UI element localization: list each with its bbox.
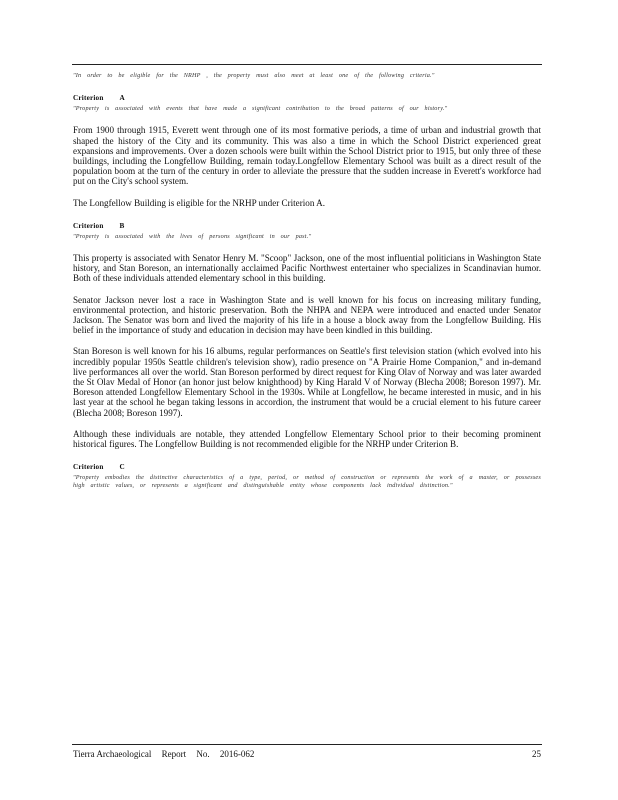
criterion-letter: B [119, 221, 125, 230]
criterion-b-quote: "Property is associated with the lives of persons significant in our past." [73, 232, 312, 240]
page-number: 25 [532, 749, 541, 759]
criterion-c-heading [73, 463, 541, 471]
footer-report-info [73, 749, 262, 759]
criterion-a-heading [73, 94, 541, 102]
paragraph-jackson-boreson: This property is associated with Senator Henry M. "Scoop" Jackson, one of the most influential politicians in Washington State history, and Stan Boreson, an internationally acclaimed Pacific Northwest entertainer who specializes in Scandinavian humor. Both of these individuals attended elementary school in this building. [73, 253, 541, 284]
header-rule [72, 64, 542, 65]
paragraph-stan-boreson: Stan Boreson is well known for his 16 albums, regular performances on Seattle's first television station (which evolved into his incredibly popular 1950s Seattle children's television show), radio presence on "A Prairie Home Companion," and in-demand live performances all over the world. Stan Boreson performed by direct request for King Olav of Norway and was later awarded the St Olav Medal of Honor (an honor just below knighthood) by King Harald V of Norway (Blecha 2008; Boreson 1997). Mr. Boreson attended Longfellow Elementary School in the 1930s. While at Longfellow, he became interested in music, and in his last year at the school he began taking lessons in accordion, the instrument that would be a crucial element to his future career (Blecha 2008; Boreson 1997). [73, 346, 541, 418]
criterion-c-quote: "Property embodies the distinctive characteristics of a type, period, or method of construction or represents the work of a master, or possesses high artistic values, or represents a significant and distinguishable entity whose components lack individual distinction." [73, 474, 541, 490]
criterion-label: Criterion [73, 463, 104, 472]
document-body [73, 72, 541, 491]
paragraph-criterion-a: From 1900 through 1915, Everett went through one of its most formative periods, a time of urban and industrial growth that shaped the history of the City and its community. This was also a time in which the School District experienced great expansions and improvements. Over a dozen schools were built within the School District prior to 1915, but only three of these buildings, including the Longfellow Building, remain today.Longfellow Elementary School was built as a direct result of the population boom at the turn of the century in order to alleviate the pressure that the sudden increase in Everett's workforce had put on the City's school system. [73, 125, 541, 187]
criterion-b-heading [73, 222, 541, 230]
footer-org: Tierra Archaeological [73, 749, 152, 759]
footer-report-number: 2016-062 [219, 749, 255, 759]
footer-report-word: Report [161, 749, 187, 759]
paragraph-criterion-a-conclusion: The Longfellow Building is eligible for the NRHP under Criterion A. [73, 197, 325, 208]
criterion-label: Criterion [73, 221, 104, 230]
criterion-letter: A [119, 94, 125, 103]
paragraph-criterion-b-conclusion: Although these individuals are notable, they attended Longfellow Elementary School prior to their becoming prominent historical figures. The Longfellow Building is not recommended eligible for the NRHP under Criterion B. [73, 428, 541, 450]
paragraph-senator-jackson: Senator Jackson never lost a race in Washington State and is well known for his focus on increasing military funding, environmental protection, and historic preservation. Both the NHPA and NEPA were introduced and enacted under Senator Jackson. The Senator was born and lived the majority of his life in a house a block away from the Longfellow Building. His belief in the importance of study and education in decision may have been kindled in this building. [73, 294, 541, 336]
intro-quote: "In order to be eligible for the NRHP , the property must also meet at least one of the following criteria." [73, 72, 435, 79]
criterion-a-quote: "Property is associated with events that have made a significant contribution to the broad patterns of our history." [73, 105, 448, 113]
footer-no-word: No. [196, 749, 210, 759]
page-footer [73, 749, 541, 759]
criterion-letter: C [119, 463, 125, 472]
footer-rule [72, 744, 542, 745]
criterion-label: Criterion [73, 94, 104, 103]
